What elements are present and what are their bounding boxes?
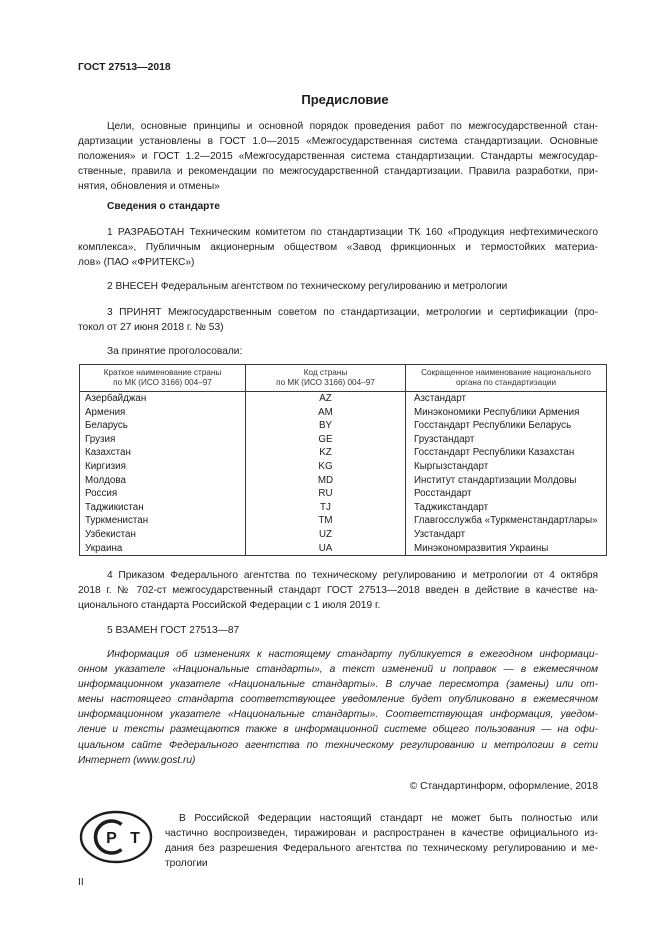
column-header-code [246,365,406,392]
text-line: Интернет (www.gost.ru) [78,754,196,766]
table-row [80,514,607,528]
text-line: ственные, правила и рекомендации по межгосударственной стандартизации. Правила разработки, при- [78,166,598,177]
country-code-cell: UA [246,542,406,556]
country-code-cell: BY [246,419,406,433]
text-line: Информация об изменениях к настоящему стандарту публикуется в ежегодном информаци- [107,649,598,660]
table-row [80,406,607,420]
column-header-line: Краткое наименование страны [103,368,222,377]
country-cell: Туркменистан [80,514,246,528]
info-item-replaces [78,623,598,638]
country-cell: Киргизия [80,460,246,474]
country-code-cell: KZ [246,446,406,460]
table-row [80,542,607,556]
standards-body-cell: Росстандарт [406,487,607,501]
table-row [80,392,607,406]
gost-r-logo-icon [79,810,155,864]
country-cell: Россия [80,487,246,501]
voting-table [79,364,607,556]
text-line: токол от 27 июня 2018 г. № 53) [78,322,224,333]
text-line: мены настоящего стандарта соответствующее уведомление будет опубликовано в ежемесячном [78,694,598,706]
info-item-adopted [78,305,598,335]
country-cell: Молдова [80,474,246,488]
text-line: онном указателе «Национальные стандарты», а текст изменений и поправок — в ежемесячном [78,664,598,676]
standards-body-cell: Таджикстандарт [406,501,607,515]
text-line: трологии [165,858,208,869]
voting-caption-block [78,344,598,359]
logo-letter-right: Т [130,830,140,847]
foreword-paragraph [78,119,598,194]
table-row [80,528,607,542]
column-header-line: органа по стандартизации [455,378,557,387]
text-line: В Российской Федерации настоящий стандарт не может быть полностью или [179,813,598,824]
amendments-notice [78,647,598,768]
section-heading-block [78,199,598,214]
table-header [80,365,607,392]
page-title: Предисловие [301,92,389,107]
header-row [80,365,607,392]
standards-body-cell: Кыргызстандарт [406,460,607,474]
country-cell: Беларусь [80,419,246,433]
text-line: 2018 г. № 702-ст межгосударственный стандарт ГОСТ 27513—2018 введен в действие в качестве на- [78,585,598,596]
info-item-introduced [78,279,598,294]
column-header-line: Сокращенное наименование национального [421,368,591,377]
page-number: II [78,877,84,888]
standards-body-cell: Госстандарт Республики Беларусь [406,419,607,433]
text-line: лов» (ПАО «ФРИТЕКС») [78,257,195,268]
country-code-cell: TM [246,514,406,528]
text-line: комплекса», Публичным акционерным обществом «Завод фрикционных и термостойких материа- [78,242,598,253]
country-code-cell: MD [246,474,406,488]
country-code-cell: AZ [246,392,406,406]
country-code-cell: AM [246,406,406,420]
text-line: 5 ВЗАМЕН ГОСТ 27513—87 [107,625,240,636]
info-item-enacted [78,568,598,613]
country-code-cell: UZ [246,528,406,542]
table-row [80,487,607,501]
logo-letter-left: Р [106,830,117,847]
country-code-cell: TJ [246,501,406,515]
standards-body-cell: Институт стандартизации Молдовы [406,474,607,488]
column-header-body [406,365,607,392]
text-line: нятия, обновления и отмены» [78,181,220,192]
standards-body-cell: Азстандарт [406,392,607,406]
reproduction-notice [165,811,598,871]
text-line: информационном указателе «Национальные стандарты». В случае пересмотра (замены) или от- [78,679,598,691]
text-line: 3 ПРИНЯТ Межгосударственным советом по стандартизации, метрологии и сертификации (про- [107,307,598,318]
document-code: ГОСТ 27513—2018 [78,62,171,73]
table-body [80,392,607,556]
text-line: циальном сайте Федерального агентства по техническому регулированию и метрологии в сети [78,739,598,751]
text-line: дания без разрешения Федерального агентства по техническому регулированию и ме- [165,843,598,854]
table-row [80,460,607,474]
standards-body-cell: Узстандарт [406,528,607,542]
standards-body-cell: Грузстандарт [406,433,607,447]
country-cell: Таджикистан [80,501,246,515]
standards-body-cell: Главгосслужба «Туркменстандартлары» [406,514,607,528]
column-header-line: по МК (ИСО 3166) 004–97 [113,378,212,387]
country-code-cell: KG [246,460,406,474]
section-heading: Сведения о стандарте [107,201,220,212]
table-row [80,419,607,433]
info-item-developed [78,225,598,270]
standards-body-cell: Минэкономразвития Украины [406,542,607,556]
standards-body-cell: Минэкономики Республики Армения [406,406,607,420]
standards-body-cell: Госстандарт Республики Казахстан [406,446,607,460]
text-line: положения» и ГОСТ 1.2—2015 «Межгосударственная система стандартизации. Стандарты межгосудар- [78,151,598,162]
country-cell: Армения [80,406,246,420]
table-row [80,446,607,460]
copyright: © Стандартинформ, оформление, 2018 [409,781,598,792]
text-line: информационном указателе «Национальные стандарты». Соответствующая информация, уведом- [78,709,598,721]
text-line: дартизации установлены в ГОСТ 1.0—2015 «Межгосударственная система стандартизации. Основные [78,136,598,147]
column-header-line: Код страны [303,368,348,377]
country-code-cell: GE [246,433,406,447]
copyright-block [78,779,598,794]
text-line: ционального стандарта Российской Федерации с 1 июля 2019 г. [78,600,381,611]
text-line: частично воспроизведен, тиражирован и распространен в качестве официального из- [165,828,598,839]
country-cell: Узбекистан [80,528,246,542]
country-cell: Казахстан [80,446,246,460]
text-line: ление и тексты размещаются также в информационной системе общего пользования — на офи- [78,724,598,736]
column-header-line: по МК (ИСО 3166) 004–97 [276,378,375,387]
voting-caption: За принятие проголосовали: [107,346,243,357]
text-line: 2 ВНЕСЕН Федеральным агентством по техническому регулированию и метрологии [107,281,508,292]
table-row [80,501,607,515]
text-line: Цели, основные принципы и основной порядок проведения работ по межгосударственной стан- [107,121,598,132]
table-row [80,433,607,447]
column-header-country [80,365,246,392]
text-line: 4 Приказом Федерального агентства по техническому регулированию и метрологии от 4 октября [107,570,598,581]
text-line: 1 РАЗРАБОТАН Техническим комитетом по стандартизации ТК 160 «Продукция нефтехимического [107,227,598,238]
country-cell: Грузия [80,433,246,447]
table-row [80,474,607,488]
country-cell: Украина [80,542,246,556]
country-code-cell: RU [246,487,406,501]
country-cell: Азербайджан [80,392,246,406]
